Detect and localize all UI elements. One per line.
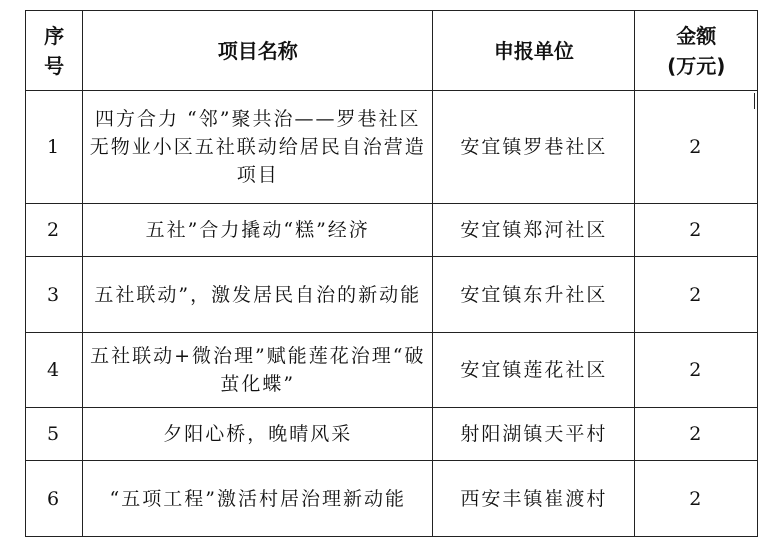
header-seq-line1: 序 (44, 23, 65, 48)
table-edge-marker (754, 93, 762, 109)
cell-seq: 5 (26, 408, 83, 461)
cell-project-name: 夕阳心桥，晚晴风采 (83, 408, 433, 461)
header-amount-line2: (万元) (667, 53, 726, 78)
table-row (26, 91, 758, 204)
cell-seq: 4 (26, 333, 83, 408)
table-row (26, 204, 758, 257)
cell-applicant-unit: 安宜镇郑河社区 (433, 204, 635, 257)
header-row (26, 11, 758, 91)
cell-seq: 6 (26, 461, 83, 537)
cell-seq: 1 (26, 91, 83, 204)
cell-seq: 3 (26, 257, 83, 333)
cell-amount: 2 (635, 91, 758, 204)
cell-project-name: “五项工程”激活村居治理新动能 (83, 461, 433, 537)
header-amount-line1: 金额 (676, 23, 717, 48)
table-row (26, 333, 758, 408)
table-header (26, 11, 758, 91)
cell-project-name: 五社联动+微治理”赋能莲花治理“破茧化蝶” (83, 333, 433, 408)
cell-seq: 2 (26, 204, 83, 257)
header-project-name: 项目名称 (83, 11, 433, 91)
header-amount (635, 11, 758, 91)
cell-project-name: 五社”合力撬动“糕”经济 (83, 204, 433, 257)
table-row (26, 408, 758, 461)
cell-applicant-unit: 安宜镇莲花社区 (433, 333, 635, 408)
cell-amount: 2 (635, 461, 758, 537)
project-table (25, 10, 758, 537)
cell-applicant-unit: 安宜镇罗巷社区 (433, 91, 635, 204)
cell-amount: 2 (635, 204, 758, 257)
cell-amount: 2 (635, 257, 758, 333)
cell-applicant-unit: 西安丰镇崔渡村 (433, 461, 635, 537)
table-row (26, 461, 758, 537)
cell-applicant-unit: 安宜镇东升社区 (433, 257, 635, 333)
cell-project-name: 四方合力 “邻”聚共治——罗巷社区无物业小区五社联动给居民自治营造项目 (83, 91, 433, 204)
header-seq-line2: 号 (44, 53, 65, 78)
cell-applicant-unit: 射阳湖镇天平村 (433, 408, 635, 461)
cell-amount: 2 (635, 333, 758, 408)
table-body (26, 91, 758, 537)
table-row (26, 257, 758, 333)
header-seq (26, 11, 83, 91)
cell-project-name: 五社联动”，激发居民自治的新动能 (83, 257, 433, 333)
cell-amount: 2 (635, 408, 758, 461)
header-applicant-unit: 申报单位 (433, 11, 635, 91)
